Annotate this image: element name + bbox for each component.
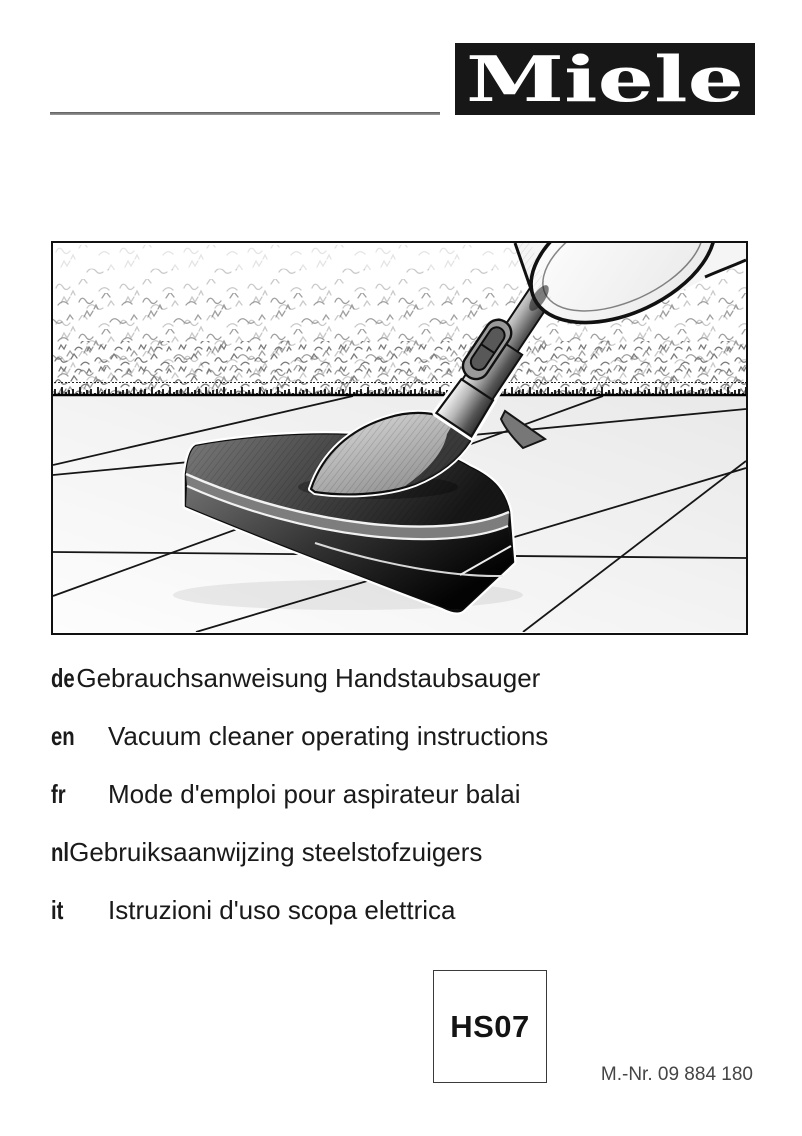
language-list xyxy=(51,649,751,939)
language-title-de: Gebrauchsanweisung Handstaubsauger xyxy=(76,662,541,693)
language-row-it xyxy=(51,881,751,939)
language-row-nl xyxy=(51,823,751,881)
miele-logo-text: Miele xyxy=(466,43,744,115)
cover-illustration xyxy=(51,241,748,635)
language-code-de: de xyxy=(51,662,75,693)
language-row-fr xyxy=(51,765,751,823)
language-code-nl: nl xyxy=(51,836,70,867)
miele-logo-svg xyxy=(455,43,755,115)
model-number-label: HS07 xyxy=(450,1008,530,1044)
miele-logo xyxy=(455,43,755,115)
language-title-nl: Gebruiksaanwijzing steelstofzuigers xyxy=(69,836,483,867)
material-number: M.-Nr. 09 884 180 xyxy=(600,1064,753,1085)
language-title-fr: Mode d'emploi pour aspirateur balai xyxy=(108,778,521,809)
language-code-en: en xyxy=(51,720,75,751)
language-code-it: it xyxy=(51,894,64,925)
carpet-fringe xyxy=(53,382,746,396)
language-row-de xyxy=(51,649,751,707)
language-code-fr: fr xyxy=(51,778,66,809)
language-title-it: Istruzioni d'uso scopa elettrica xyxy=(108,894,456,925)
header-rule xyxy=(50,112,440,115)
vacuum-illustration-graphic xyxy=(53,243,746,632)
language-row-en xyxy=(51,707,751,765)
language-title-en: Vacuum cleaner operating instructions xyxy=(108,720,549,751)
model-number-box xyxy=(433,970,547,1083)
